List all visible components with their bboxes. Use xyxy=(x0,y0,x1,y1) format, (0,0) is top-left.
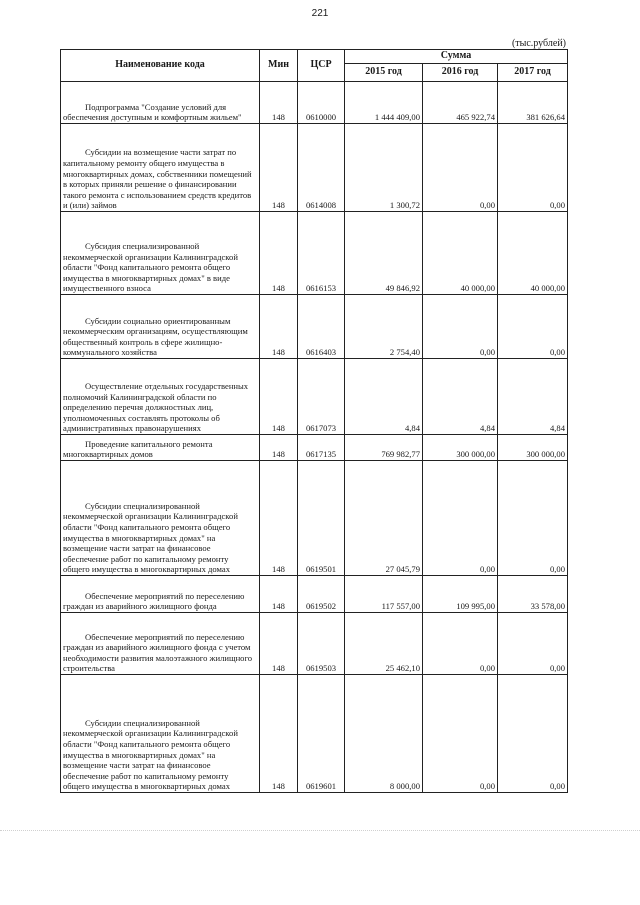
row-min: 148 xyxy=(260,675,298,793)
row-2015: 4,84 xyxy=(345,359,423,435)
row-2017: 0,00 xyxy=(498,675,568,793)
scan-dotted-line xyxy=(0,830,640,831)
row-2015: 8 000,00 xyxy=(345,675,423,793)
row-min: 148 xyxy=(260,435,298,461)
row-min: 148 xyxy=(260,359,298,435)
row-csr: 0616153 xyxy=(298,212,345,295)
row-2015: 1 444 409,00 xyxy=(345,82,423,124)
row-2015: 769 982,77 xyxy=(345,435,423,461)
row-name: Субсидии специализированной некоммерческой организации Калининградской области "Фонд капитального ремонта общего имущества в многоквартирных домах" на возмещение части затрат на финансовое обеспечение работ по капитальному ремонту общего имущества в многоквартирных домах xyxy=(63,717,238,792)
row-2017: 33 578,00 xyxy=(498,576,568,613)
header-csr: ЦСР xyxy=(298,50,345,82)
row-2016: 0,00 xyxy=(423,613,498,675)
header-min: Мин xyxy=(260,50,298,82)
row-2015: 49 846,92 xyxy=(345,212,423,295)
row-2015: 117 557,00 xyxy=(345,576,423,613)
row-name: Проведение капитального ремонта многоквартирных домов xyxy=(63,438,213,460)
table-row xyxy=(61,461,568,576)
table-row xyxy=(61,613,568,675)
header-sum: Сумма xyxy=(345,50,568,64)
header-year-2016: 2016 год xyxy=(423,63,498,81)
table-row xyxy=(61,359,568,435)
row-2016: 4,84 xyxy=(423,359,498,435)
row-min: 148 xyxy=(260,212,298,295)
row-csr: 0619601 xyxy=(298,675,345,793)
row-2017: 381 626,64 xyxy=(498,82,568,124)
row-2015: 27 045,79 xyxy=(345,461,423,576)
row-name: Субсидии на возмещение части затрат по капитальному ремонту общего имущества в многоквартирных домах, собственники помещений в которых приняли решение о финансировании такого ремонта с использованием средств кредитов и (или) займов xyxy=(63,147,252,211)
row-min: 148 xyxy=(260,124,298,212)
row-2016: 0,00 xyxy=(423,124,498,212)
row-name: Осуществление отдельных государственных полномочий Калининградской области по определению перечня должностных лиц, уполномоченных составлять протоколы об административных правонарушениях xyxy=(63,381,249,434)
table-row xyxy=(61,576,568,613)
row-name: Субсидии социально ориентированным некоммерческим организациям, осуществляющим общественный контроль в сфере жилищно-коммунального хозяйства xyxy=(63,315,248,358)
row-csr: 0619502 xyxy=(298,576,345,613)
row-csr: 0619501 xyxy=(298,461,345,576)
row-2017: 40 000,00 xyxy=(498,212,568,295)
row-min: 148 xyxy=(260,295,298,359)
units-label: (тыс.рублей) xyxy=(511,38,566,49)
row-csr: 0619503 xyxy=(298,613,345,675)
row-2015: 1 300,72 xyxy=(345,124,423,212)
budget-table xyxy=(60,49,568,793)
row-name: Обеспечение мероприятий по переселению граждан из аварийного жилищного фонда xyxy=(63,590,245,612)
table-row xyxy=(61,82,568,124)
row-csr: 0614008 xyxy=(298,124,345,212)
row-min: 148 xyxy=(260,461,298,576)
row-min: 148 xyxy=(260,576,298,613)
table-row xyxy=(61,212,568,295)
row-2015: 25 462,10 xyxy=(345,613,423,675)
row-csr: 0617135 xyxy=(298,435,345,461)
row-csr: 0616403 xyxy=(298,295,345,359)
table-row xyxy=(61,124,568,212)
row-2016: 0,00 xyxy=(423,461,498,576)
table-row xyxy=(61,435,568,461)
table-row xyxy=(61,675,568,793)
row-min: 148 xyxy=(260,613,298,675)
row-2016: 300 000,00 xyxy=(423,435,498,461)
header-name: Наименование кода xyxy=(61,50,260,82)
row-2016: 0,00 xyxy=(423,675,498,793)
row-2017: 0,00 xyxy=(498,461,568,576)
row-min: 148 xyxy=(260,82,298,124)
row-name: Обеспечение мероприятий по переселению граждан из аварийного жилищного фонда с учетом необходимости развития малоэтажного жилищного строительства xyxy=(63,631,253,674)
row-2016: 0,00 xyxy=(423,295,498,359)
row-2017: 0,00 xyxy=(498,613,568,675)
row-2016: 465 922,74 xyxy=(423,82,498,124)
row-name: Субсидии специализированной некоммерческой организации Калининградской области "Фонд капитального ремонта общего имущества в многоквартирных домах" на возмещение части затрат на финансовое обеспечение работ по капитальному ремонту общего имущества в многоквартирных домах xyxy=(63,500,238,575)
row-2017: 0,00 xyxy=(498,124,568,212)
row-name: Подпрограмма "Создание условий для обеспечения доступным и комфортным жильем" xyxy=(63,101,242,123)
table-row xyxy=(61,295,568,359)
row-2017: 0,00 xyxy=(498,295,568,359)
row-2016: 40 000,00 xyxy=(423,212,498,295)
page-number: 221 xyxy=(311,8,329,19)
row-2017: 300 000,00 xyxy=(498,435,568,461)
row-csr: 0610000 xyxy=(298,82,345,124)
header-year-2015: 2015 год xyxy=(345,63,423,81)
row-2017: 4,84 xyxy=(498,359,568,435)
row-name: Субсидия специализированной некоммерческой организации Калининградской области "Фонд капитального ремонта общего имущества в многоквартирных домах" в виде имущественного взноса xyxy=(63,241,238,294)
header-year-2017: 2017 год xyxy=(498,63,568,81)
row-csr: 0617073 xyxy=(298,359,345,435)
row-2016: 109 995,00 xyxy=(423,576,498,613)
row-2015: 2 754,40 xyxy=(345,295,423,359)
